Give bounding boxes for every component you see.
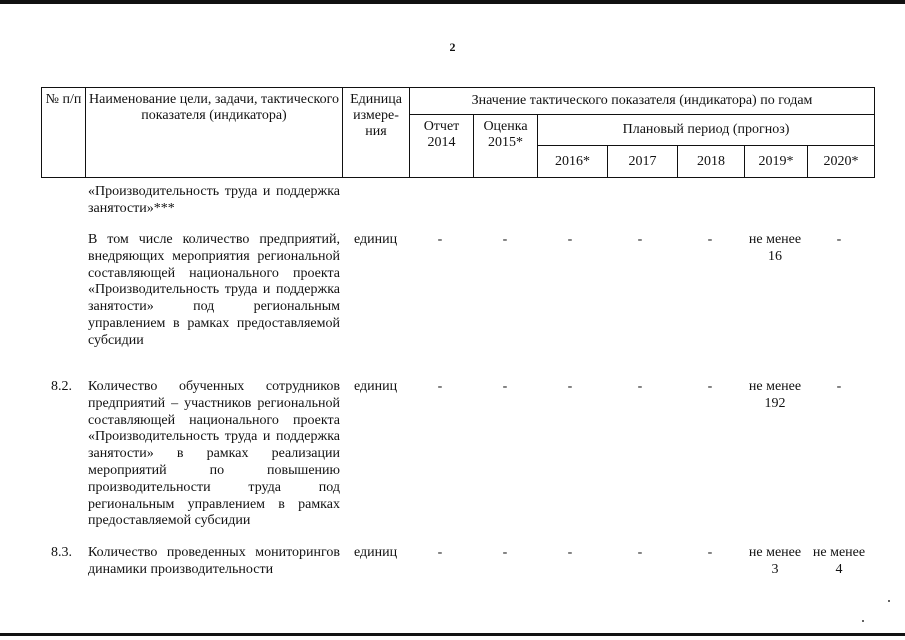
page-number: 2 [449,40,456,54]
header-year-2016: 2016* [538,146,608,178]
indicator-unit: единиц [354,379,398,394]
value-2018: - [707,545,713,560]
value-2016: - [567,232,573,247]
value-2016: - [567,379,573,394]
indicator-name: «Производительность труда и поддержка занятости»*** [88,184,340,216]
value-estimate-2015: - [502,232,508,247]
scan-speck [862,620,864,622]
header-year-2020: 2020* [808,146,875,178]
value-2020: не менее 4 [812,545,866,577]
indicator-name: Количество обученных сотрудников предприятий – участников региональной составляющей национального проекта «Производительность труда и поддержка занятости» в рамках реализации мероприятий по повышению производительности труда под региональным управлением в рамках предоставляемой субсидии [88,379,340,529]
value-report-2014: - [437,379,443,394]
value-2018: - [707,232,713,247]
indicators-table-header [41,87,875,178]
indicator-name: Количество проведенных мониторингов динамики производительности [88,545,340,577]
header-col-name: Наименование цели, задачи, тактического показателя (индикатора) [86,88,343,178]
value-2016: - [567,545,573,560]
value-2017: - [637,379,643,394]
header-col-unit: Единица измере-ния [343,88,410,178]
value-estimate-2015: - [502,545,508,560]
value-2017: - [637,545,643,560]
scan-top-edge [0,0,905,4]
value-report-2014: - [437,232,443,247]
header-col-report: Отчет 2014 [410,115,474,178]
value-2020: - [836,379,842,394]
value-2018: - [707,379,713,394]
header-col-estimate: Оценка 2015* [474,115,538,178]
header-plan-group: Плановый период (прогноз) [538,115,875,146]
indicator-unit: единиц [354,545,398,560]
value-2019: не менее 192 [748,379,802,411]
scan-bottom-edge [0,633,905,636]
value-2017: - [637,232,643,247]
header-year-2018: 2018 [678,146,745,178]
value-2019: не менее 16 [748,232,802,264]
indicator-name: В том числе количество предприятий, внедряющих мероприятия региональной составляющей национального проекта «Производительность труда и поддержка занятости» под региональным управлением в рамках предоставляемой субсидии [88,232,340,348]
header-year-2019: 2019* [745,146,808,178]
header-year-2017: 2017 [608,146,678,178]
indicator-number: 8.3. [51,545,72,560]
value-2019: не менее 3 [748,545,802,577]
scan-speck [888,600,890,602]
value-2020: - [836,232,842,247]
value-estimate-2015: - [502,379,508,394]
indicator-number: 8.2. [51,379,72,394]
header-col-number: № п/п [42,88,86,178]
value-report-2014: - [437,545,443,560]
indicator-unit: единиц [354,232,398,247]
header-values-group: Значение тактического показателя (индикатора) по годам [410,88,875,115]
